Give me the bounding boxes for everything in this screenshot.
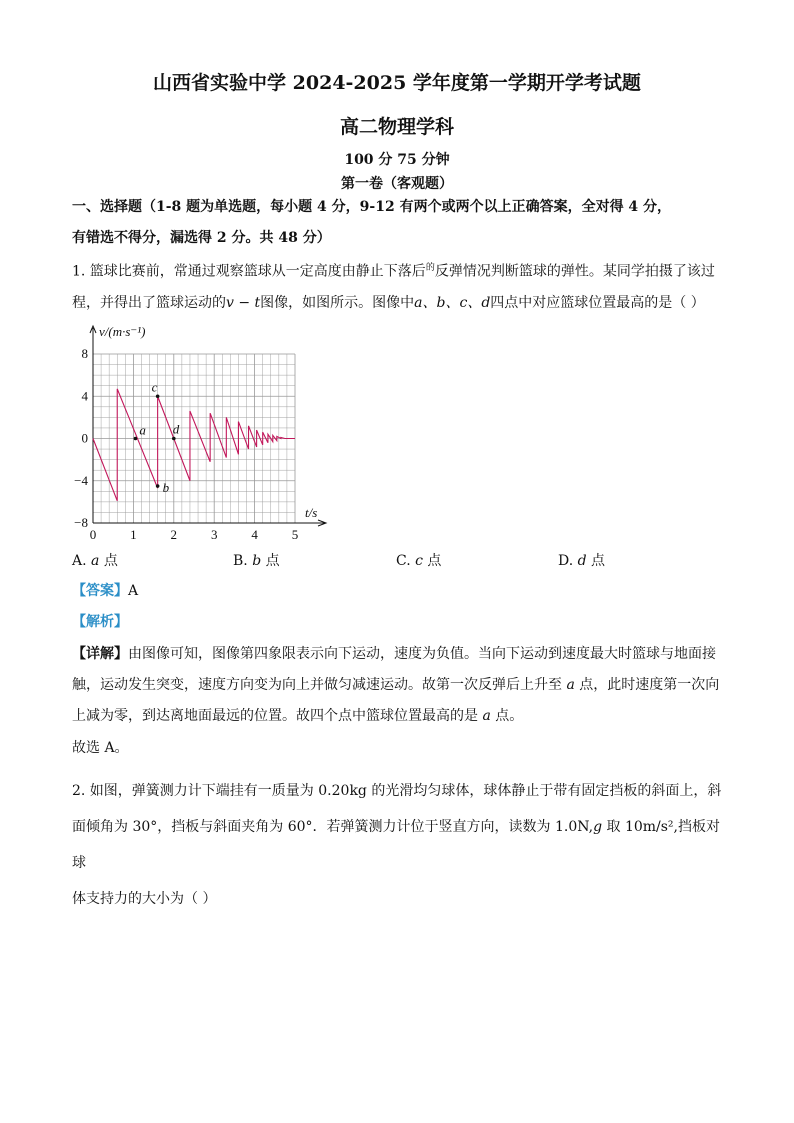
q1-line1 xyxy=(72,253,732,288)
y-tick-label: 4 xyxy=(81,388,88,404)
option-c-var: c xyxy=(415,553,423,569)
q2-line1 xyxy=(72,773,732,809)
q2-line2-a: 面倾角为 30°，挡板与斜面夹角为 60°．若弹簧测力计位于竖直方向，读数为 xyxy=(72,819,555,835)
q2-line2-c: 取 xyxy=(602,819,625,835)
q2-mass: 0.20kg xyxy=(318,783,367,799)
point-a-label: a xyxy=(139,422,146,438)
point-d-marker xyxy=(172,437,176,441)
detail-label: 【详解】 xyxy=(72,646,128,662)
q2-g: g xyxy=(593,819,603,835)
detail-text-2a: 触，运动发生突变，速度方向变为向上并做匀减速运动。故第一次反弹后上升至 xyxy=(72,677,567,693)
q1-line2-c: 四点中对应篮球位置最高的是（ ） xyxy=(490,294,705,311)
q2-line2 xyxy=(72,809,732,881)
y-tick-label: −4 xyxy=(74,472,88,488)
x-tick-label: 2 xyxy=(170,527,178,542)
velocity-series-line xyxy=(93,389,295,501)
question-1-stem xyxy=(72,253,732,319)
exam-title: 山西省实验中学 2024-2025 学年度第一学期开学考试题 xyxy=(153,72,641,94)
y-axis-label: v/(m·s⁻¹) xyxy=(99,324,146,339)
detail-line3 xyxy=(72,701,732,732)
detail-text-2b: 点，此时速度第一次向 xyxy=(574,677,720,693)
detail-text-1: 由图像可知，图像第四象限表示向下运动，速度为负值。当向下运动到速度最大时篮球与地面接 xyxy=(128,646,716,662)
y-tick-label: 8 xyxy=(81,346,88,361)
q2-line3: 体支持力的大小为（ ） xyxy=(72,891,217,907)
answer-label: 【答案】 xyxy=(72,583,128,599)
answer-value: A xyxy=(128,583,139,599)
q1-points: a、b、c、d xyxy=(414,294,491,311)
option-d-var: d xyxy=(577,553,587,569)
section-heading-line1: 一、选择题（1-8 题为单选题，每小题 4 分，9-12 有两个或两个以上正确答案，全对得 4 分， xyxy=(72,199,672,215)
choose-line: 故选 A。 xyxy=(72,740,129,756)
q1-vt: v − t xyxy=(226,294,261,311)
detail-var-2: a xyxy=(566,677,575,693)
q1-line1-ita: 的 xyxy=(425,263,435,273)
q2-line1-b: 的光滑均匀球体，球体静止于带有固定挡板的斜面上，斜 xyxy=(366,783,722,799)
q1-line2-b: 图像，如图所示。图像中 xyxy=(260,294,415,311)
option-c-prefix: C. xyxy=(396,553,416,569)
volume-title: 第一卷（客观题） xyxy=(341,176,453,192)
x-tick-label: 4 xyxy=(251,527,258,542)
point-d-label: d xyxy=(172,421,180,437)
detail-line1 xyxy=(72,639,732,670)
q2-line2-d: ,挡板对球 xyxy=(72,819,720,871)
x-tick-label: 5 xyxy=(291,527,299,542)
section-heading-line2: 有错选不得分，漏选得 2 分。共 48 分） xyxy=(72,230,331,246)
option-b-prefix: B. xyxy=(233,553,253,569)
section-heading xyxy=(72,192,732,254)
analysis-row xyxy=(72,611,128,631)
x-axis-label: t/s xyxy=(305,505,318,520)
score-time: 100 分 75 分钟 xyxy=(344,152,450,168)
detail-block xyxy=(72,639,732,732)
question-2-stem xyxy=(72,773,732,917)
option-a xyxy=(72,550,118,570)
q2-line1-a: 2. 如图，弹簧测力计下端挂有一质量为 xyxy=(72,783,319,799)
q1-line1-a: 1. 篮球比赛前，常通过观察篮球从一定高度由静止下落后 xyxy=(72,263,426,280)
detail-var-3: a xyxy=(482,708,491,724)
point-b-marker xyxy=(156,484,160,488)
point-b-label: b xyxy=(162,480,170,496)
option-b-var: b xyxy=(252,553,262,569)
option-a-prefix: A. xyxy=(72,553,92,569)
q1-line2 xyxy=(72,288,732,319)
subject-title: 高二物理学科 xyxy=(339,116,454,138)
x-tick-label: 0 xyxy=(89,527,97,542)
option-c-suffix: 点 xyxy=(422,553,442,569)
analysis-label: 【解析】 xyxy=(72,614,128,630)
option-a-suffix: 点 xyxy=(99,553,118,569)
option-a-var: a xyxy=(91,553,100,569)
option-c xyxy=(396,550,441,570)
x-tick-label: 3 xyxy=(210,527,218,542)
y-tick-label: 0 xyxy=(81,430,88,446)
q2-line2-b: , xyxy=(588,819,594,835)
point-c-label: c xyxy=(151,379,158,395)
answer-row xyxy=(72,580,138,600)
option-d-suffix: 点 xyxy=(586,553,606,569)
q1-line1-b: 反弹情况判断篮球的弹性。某同学拍摄了该过 xyxy=(434,263,715,280)
option-d-prefix: D. xyxy=(558,553,578,569)
option-d xyxy=(558,550,605,570)
y-tick-label: −8 xyxy=(74,515,88,530)
q2-gval: 10m/s² xyxy=(624,819,674,835)
option-b-suffix: 点 xyxy=(261,553,280,569)
vt-chart xyxy=(66,322,336,547)
point-c-marker xyxy=(156,394,160,398)
q1-line2-a: 程，并得出了篮球运动的 xyxy=(72,294,226,311)
chart-grid xyxy=(93,354,295,523)
detail-line2 xyxy=(72,670,732,701)
q2-force: 1.0N xyxy=(554,819,589,835)
detail-text-3b: 点。 xyxy=(490,708,524,724)
point-a-marker xyxy=(134,437,138,441)
x-tick-label: 1 xyxy=(130,527,137,542)
detail-text-3a: 上减为零，到达离地面最远的位置。故四个点中篮球位置最高的是 xyxy=(72,708,483,724)
option-b xyxy=(233,550,280,570)
